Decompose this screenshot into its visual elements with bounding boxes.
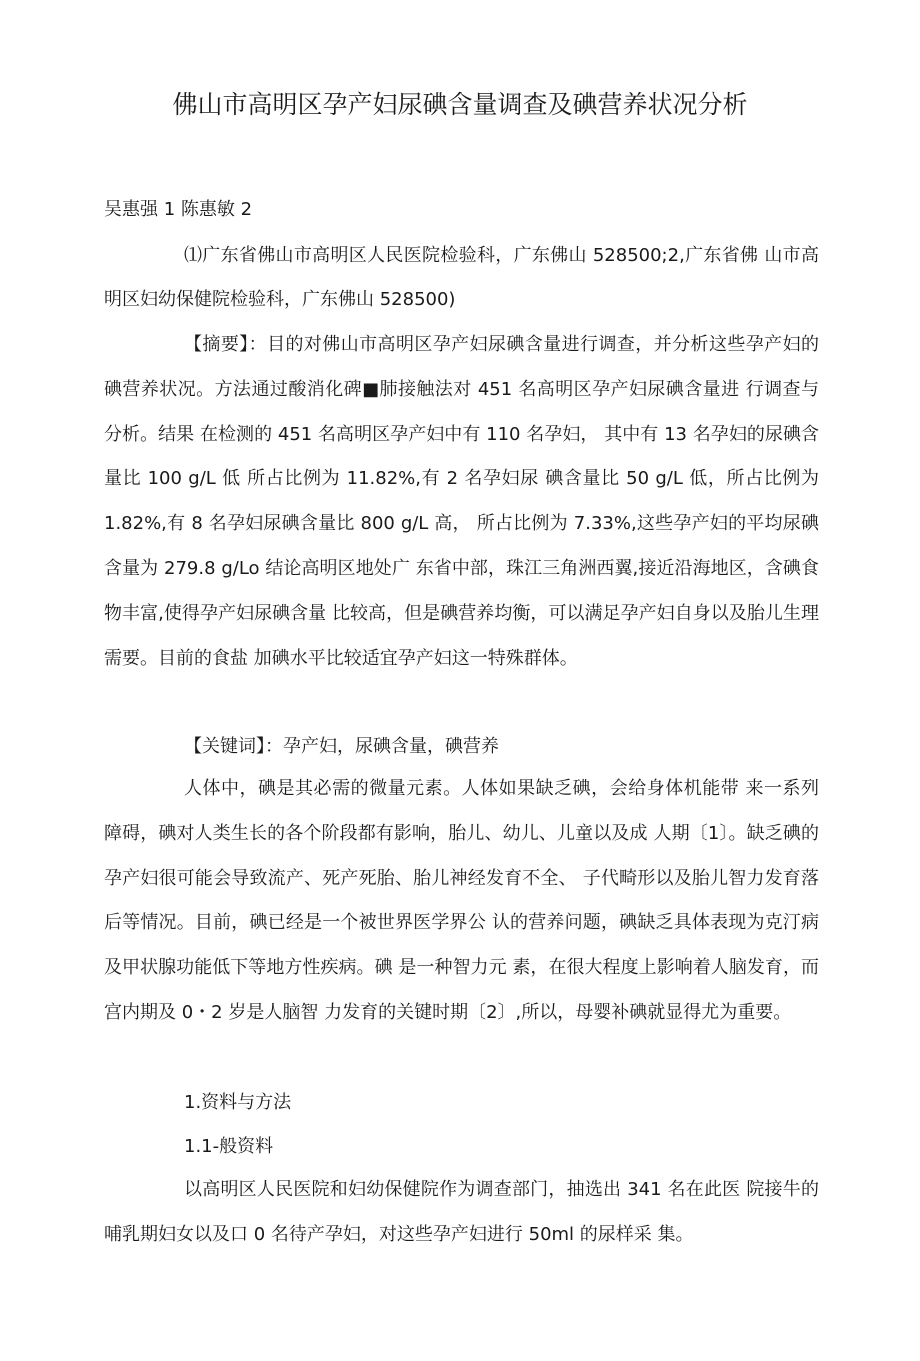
abstract-label: 【摘要】 bbox=[184, 334, 249, 355]
section-heading: 1.资料与方法 bbox=[184, 1092, 292, 1113]
keywords-text: ：孕产妇，尿碘含量，碘营养 bbox=[265, 736, 499, 757]
document-title: 佛山市高明区孕产妇尿碘含量调查及碘营养状况分析 bbox=[172, 90, 748, 119]
keywords-label: 【关键词】 bbox=[184, 736, 265, 757]
author-line: 吴惠强 1 陈惠敏 2 bbox=[104, 199, 253, 220]
general-data-paragraph: 以高明区人民医院和妇幼保健院作为调查部门，抽选出 341 名在此医 院接牛的哺乳期妇女以及口 0 名待产孕妇，对这些孕产妇进行 50ml 的尿样采 集。 bbox=[104, 1179, 819, 1245]
affiliation-paragraph: ⑴广东省佛山市高明区人民医院检验科，广东佛山 528500;2,广东省佛 山市高明区妇幼保健院检验科，广东佛山 528500) bbox=[104, 245, 819, 310]
keywords-line bbox=[184, 733, 499, 761]
abstract-paragraph bbox=[104, 323, 819, 681]
intro-paragraph: 人体中，碘是其必需的微量元素。人体如果缺乏碘，会给身体机能带 来一系列障碍，碘对人类生长的各个阶段都有影响，胎儿、幼儿、儿童以及成 人期〔1〕。缺乏碘的孕产妇很可能会导致流产、死产死胎、胎儿神经发育不全、 子代畸形以及胎儿智力发育落后等情况。目前，碘已经是一个被世界医学界公 认的营养问题，碘缺乏具体表现为克汀病及甲状腺功能低下等地方性疾病。碘 是一种智力元 素，在很大程度上影响着人脑发育，而宫内期及 0・2 岁是人脑智 力发育的关键时期〔2〕,所以，母婴补碘就显得尤为重要。 bbox=[104, 778, 819, 1023]
abstract-text: ：目的对佛山市高明区孕产妇尿碘含量进行调查，并分析这些孕产妇的碘营养状况。方法通过酸消化碑■肺接触法对 451 名高明区孕产妇尿碘含量进 行调查与分析。结果 在检测的 451 名高明区孕产妇中有 110 名孕妇， 其中有 13 名孕妇的尿碘含量比 100 g/L 低 所占比例为 11.82%,有 2 名孕妇尿 碘含量比 50 g/L 低，所占比例为 1.82%,有 8 名孕妇尿碘含量比 800 g/L 高， 所占比例为 7.33%,这些孕产妇的平均尿碘含量为 279.8 g/Lo 结论高明区地处广 东省中部，珠江三角洲西翼,接近沿海地区，含碘食物丰富,使得孕产妇尿碘含量 比较高，但是碘营养均衡，可以满足孕产妇自身以及胎儿生理需要。目前的食盐 加碘水平比较适宜孕产妇这一特殊群体。 bbox=[104, 334, 820, 669]
subsection-heading: 1.1-般资料 bbox=[184, 1136, 274, 1157]
